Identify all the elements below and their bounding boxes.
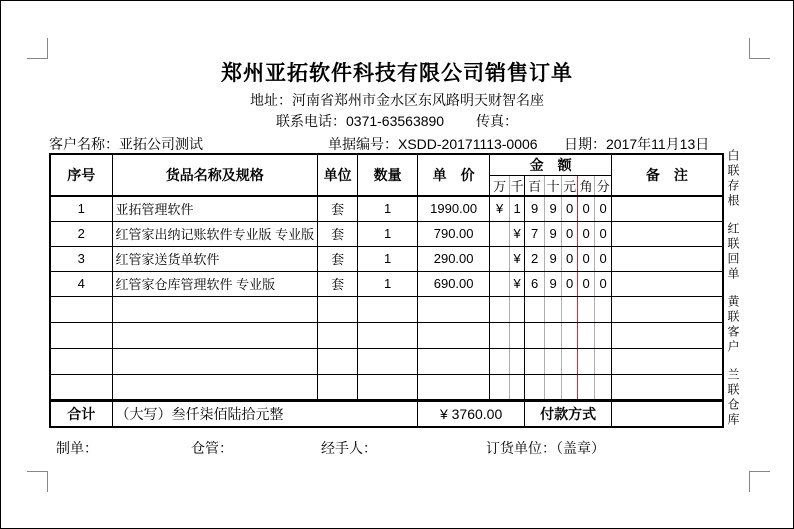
row-unit-price: 790.00 [418,221,490,246]
empty-table-row [50,296,723,322]
company-fax: 传真： [476,113,518,129]
amount-digit: 0 [595,246,612,271]
row-no: 4 [50,271,112,296]
crop-mark-top-right [749,38,770,59]
col-header-qty: 数量 [358,154,418,196]
amount-digit [490,246,510,271]
contact-line [1,111,793,131]
amount-digit: 0 [578,246,595,271]
table-row [50,196,723,221]
crop-mark-bottom-right [749,471,770,492]
orderer-label: 订货单位：（盖章） [486,440,605,456]
order-table [49,153,724,428]
col-header-remark: 备 注 [612,154,723,196]
order-number: 单据编号：XSDD-20171113-0006 [328,136,538,152]
row-unit-price: 690.00 [418,271,490,296]
empty-table-row [50,348,723,374]
row-unit: 套 [318,196,358,221]
row-unit-price: 290.00 [418,246,490,271]
digit-header-wan: 万 [490,176,510,197]
row-no: 3 [50,246,112,271]
amount-digit [490,271,510,296]
amount-digit: ¥ [510,271,525,296]
row-remark [612,246,723,271]
company-address: 地址：河南省郑州市金水区东风路明天财智名座 [250,92,544,108]
amount-digit: 0 [595,221,612,246]
maker-label: 制单： [56,440,98,456]
amount-digit: 0 [578,196,595,221]
col-header-amount: 金 额 [490,154,612,176]
row-unit: 套 [318,246,358,271]
amount-digit: 9 [545,271,562,296]
amount-digit: 9 [525,196,545,221]
table-row [50,271,723,296]
copy-label-yellow: 黄联客户 [726,295,740,355]
col-header-price: 单 价 [418,154,490,196]
amount-digit: 0 [562,271,578,296]
amount-digit: 0 [595,196,612,221]
digit-header-shi: 十 [545,176,562,197]
crop-mark-bottom-left [27,471,48,492]
row-qty: 1 [358,271,418,296]
row-product-name: 亚拓管理软件 [112,196,318,221]
row-unit: 套 [318,271,358,296]
digit-header-bai: 百 [525,176,545,197]
amount-digit: 0 [578,221,595,246]
empty-table-row [50,322,723,348]
amount-digit: ¥ [490,196,510,221]
copy-label-white: 白联存根 [726,149,740,209]
warehouse-keeper-label: 仓管： [191,440,233,456]
amount-digit: ¥ [510,221,525,246]
amount-digit: 7 [525,221,545,246]
row-unit-price: 1990.00 [418,196,490,221]
row-qty: 1 [358,196,418,221]
handler-label: 经手人： [321,440,377,456]
total-amount: ¥ 3760.00 [418,400,525,427]
page-title: 郑州亚拓软件科技有限公司销售订单 [221,62,573,85]
amount-digit: 0 [578,271,595,296]
row-no: 1 [50,196,112,221]
copy-labels [725,149,741,428]
amount-digit: 0 [562,221,578,246]
payment-method-label: 付款方式 [525,400,612,427]
col-header-no: 序号 [50,154,112,196]
row-product-name: 红管家送货单软件 [112,246,318,271]
amount-digit [490,221,510,246]
crop-mark-top-left [27,38,48,59]
total-row [50,400,723,427]
digit-header-yuan: 元 [562,176,578,197]
payment-method-value [612,400,723,427]
amount-digit: 2 [525,246,545,271]
digit-header-qian: 千 [510,176,525,197]
row-qty: 1 [358,246,418,271]
digit-header-jiao: 角 [578,176,595,197]
amount-digit: 9 [545,196,562,221]
row-remark [612,271,723,296]
row-remark [612,221,723,246]
copy-label-red: 红联回单 [726,222,740,282]
amount-digit: 0 [562,196,578,221]
amount-digit: 0 [595,271,612,296]
amount-digit: 9 [545,246,562,271]
amount-digit: 0 [562,246,578,271]
col-header-unit: 单位 [318,154,358,196]
row-qty: 1 [358,221,418,246]
empty-table-row [50,374,723,400]
total-label: 合计 [50,400,112,427]
digit-header-fen: 分 [595,176,612,197]
customer-name: 客户名称：亚拓公司测试 [49,136,203,152]
amount-in-words: （大写）叁仟柒佰陆拾元整 [112,400,418,427]
table-row [50,246,723,271]
row-unit: 套 [318,221,358,246]
company-phone: 联系电话：0371-63563890 [276,113,445,129]
table-row [50,221,723,246]
amount-digit: 9 [545,221,562,246]
row-product-name: 红管家出纳记账软件专业版 专业版 [112,221,318,246]
col-header-name: 货品名称及规格 [112,154,318,196]
row-no: 2 [50,221,112,246]
row-remark [612,196,723,221]
order-date: 日期：2017年11月13日 [564,136,710,152]
amount-digit: ¥ [510,246,525,271]
copy-label-blue: 兰联仓库 [726,368,740,428]
amount-digit: 6 [525,271,545,296]
row-product-name: 红管家仓库管理软件 专业版 [112,271,318,296]
amount-digit: 1 [510,196,525,221]
